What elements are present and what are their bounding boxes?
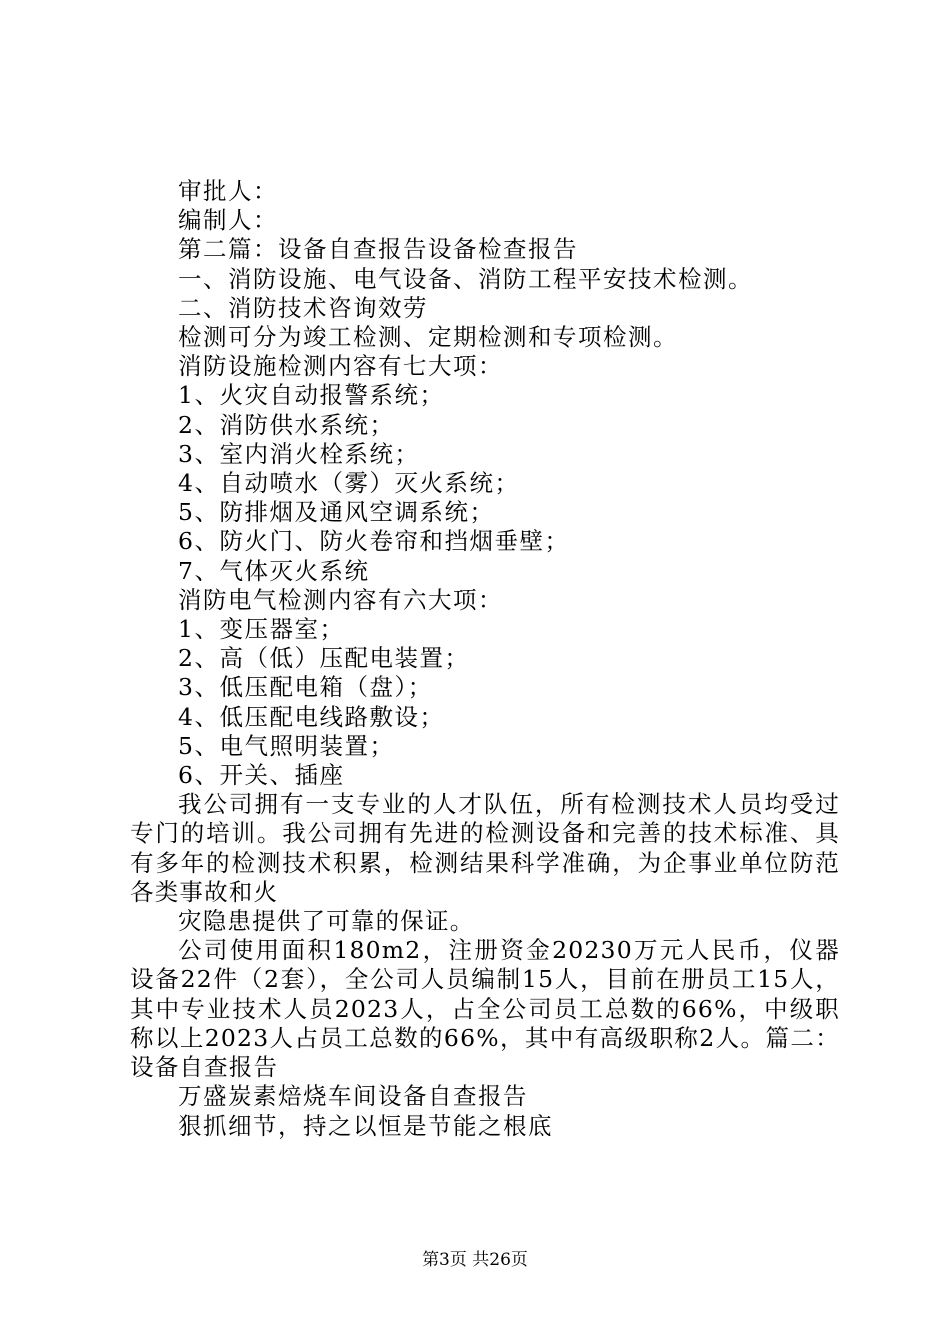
document-body — [130, 177, 840, 1141]
page-number-footer: 第3页 共26页 — [422, 1250, 528, 1270]
company-intro-continuation: 灾隐患提供了可靠的保证。 — [178, 907, 475, 936]
electrical-list-item: 4、低压配电线路敷设； — [178, 702, 445, 731]
editor-line: 编制人： — [178, 206, 278, 235]
electrical-list-item: 1、变压器室； — [178, 615, 345, 644]
electrical-list-item: 3、低压配电箱（盘）； — [178, 673, 433, 702]
facility-inspection-heading: 消防设施检测内容有七大项： — [178, 352, 503, 381]
detection-types-line: 检测可分为竣工检测、定期检测和专项检测。 — [178, 323, 678, 352]
facility-list-item: 6、防火门、防火卷帘和挡烟垂壁； — [178, 527, 570, 556]
section-item-1: 一、消防设施、电气设备、消防工程平安技术检测。 — [178, 264, 753, 293]
company-intro-paragraph: 我公司拥有一支专业的人才队伍，所有检测技术人员均受过专门的培训。我公司拥有先进的检测设备和完善的技术标准、具有多年的检测技术积累，检测结果科学准确，为企事业单位防范各类事故和火 — [130, 790, 840, 906]
facility-list-item: 3、室内消火栓系统； — [178, 439, 420, 468]
electrical-list-item: 2、高（低）压配电装置； — [178, 644, 470, 673]
facility-list-item: 4、自动喷水（雾）灭火系统； — [178, 469, 520, 498]
company-stats-paragraph: 公司使用面积180m2，注册资金20230万元人民币，仪器设备22件（2套），全公司人员编制15人，目前在册员工15人，其中专业技术人员2023人，占全公司员工总数的66%，中级职称以上2023人占员工总数的66%，其中有高级职称2人。篇二：设备自查报告 — [130, 936, 840, 1082]
motto-line: 狠抓细节，持之以恒是节能之根底 — [178, 1111, 553, 1140]
approver-line: 审批人： — [178, 177, 278, 205]
report-title-line: 万盛炭素焙烧车间设备自查报告 — [178, 1082, 528, 1111]
electrical-list-item: 6、开关、插座 — [178, 761, 345, 790]
facility-list-item: 7、气体灭火系统 — [178, 556, 370, 585]
facility-list-item: 1、火灾自动报警系统； — [178, 381, 445, 410]
section-item-2: 二、消防技术咨询效劳 — [178, 293, 428, 322]
electrical-list-item: 5、电气照明装置； — [178, 731, 395, 760]
facility-list-item: 2、消防供水系统； — [178, 410, 395, 439]
chapter-title: 第二篇：设备自查报告设备检查报告 — [178, 235, 578, 264]
facility-list-item: 5、防排烟及通风空调系统； — [178, 498, 495, 527]
electrical-inspection-heading: 消防电气检测内容有六大项： — [178, 585, 503, 614]
